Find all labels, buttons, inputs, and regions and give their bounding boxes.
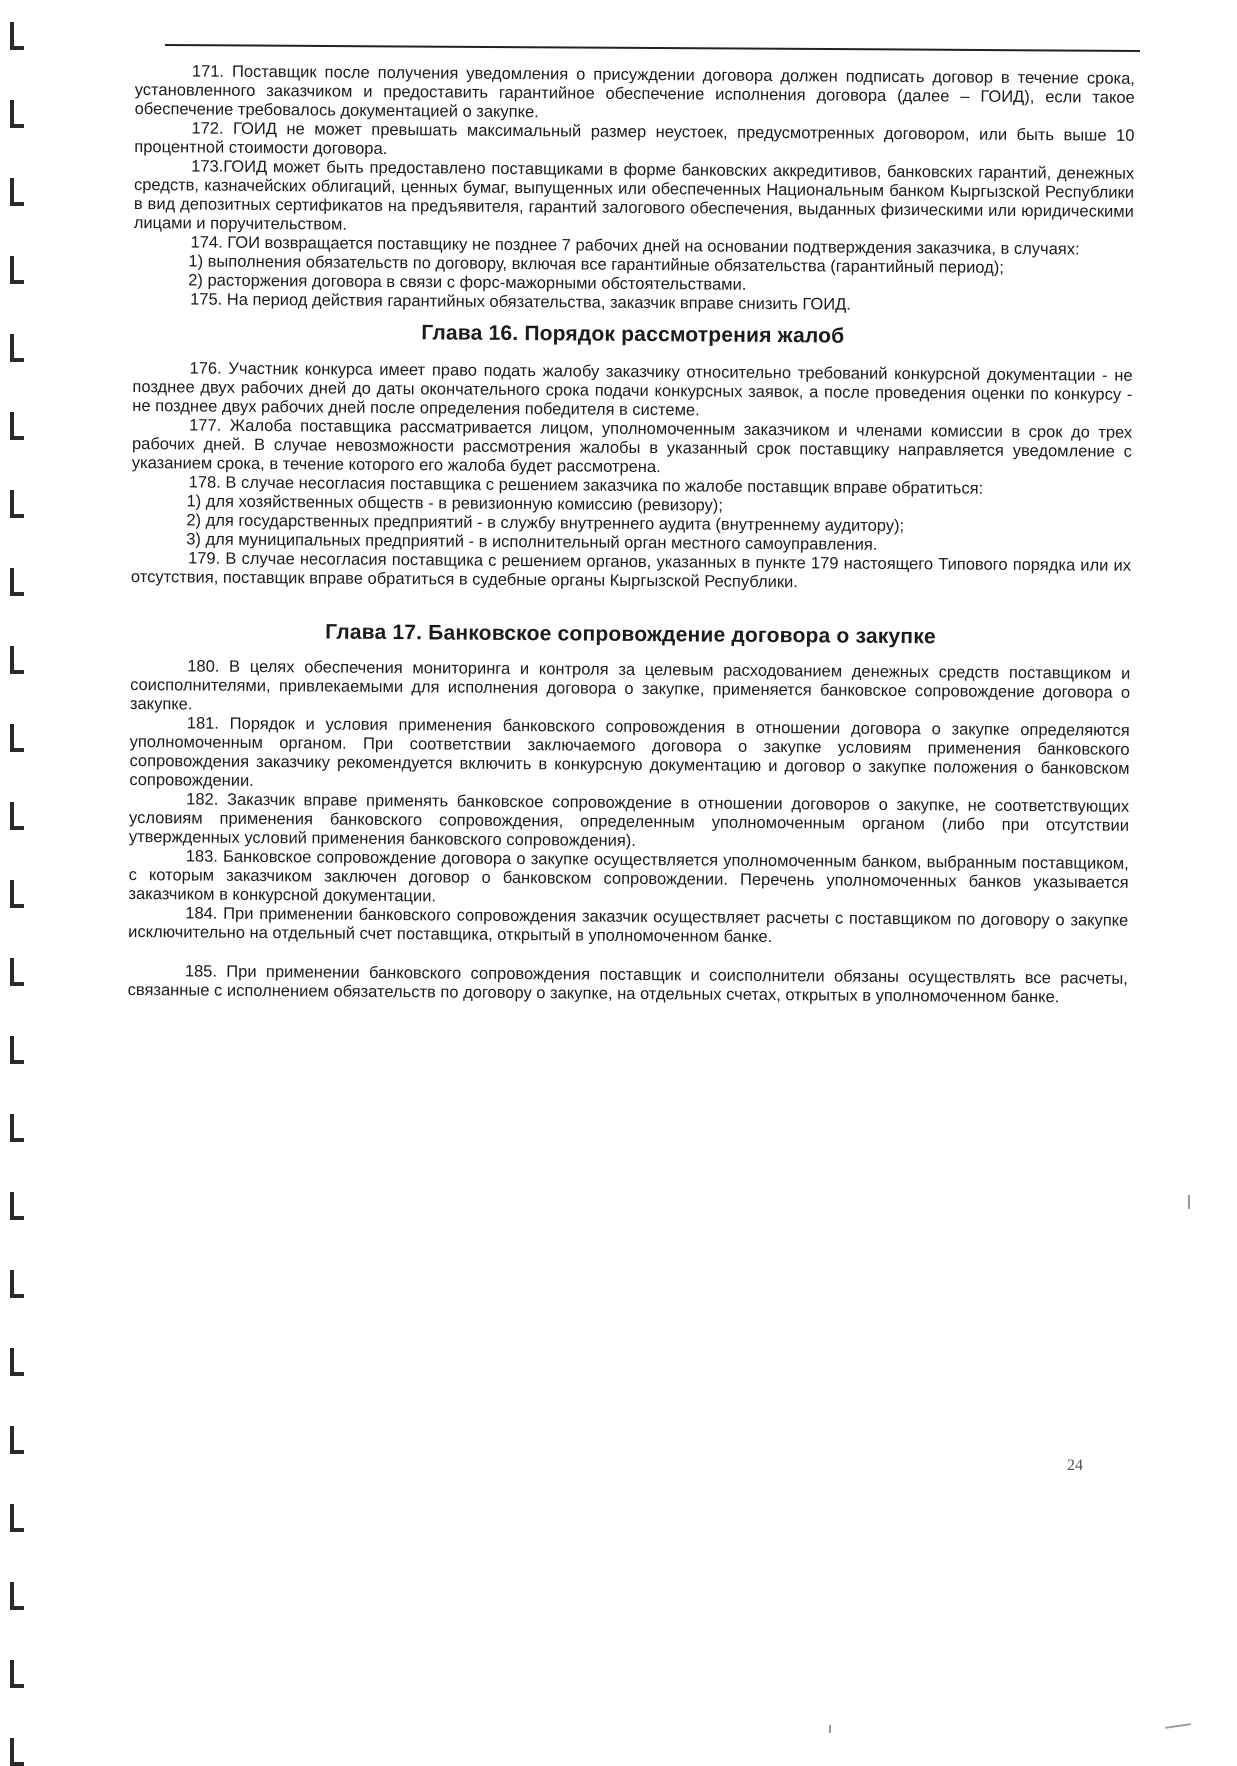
binding-mark xyxy=(10,256,24,284)
scan-speck xyxy=(1188,1195,1190,1209)
binding-mark xyxy=(10,22,24,50)
binding-mark xyxy=(10,1192,24,1220)
paragraph-178-item-3: 3) для муниципальных предприятий - в исполнительный орган местного самоуправления. xyxy=(186,530,878,554)
chapter-17-title: Глава 17. Банковское сопровождение договора о закупке xyxy=(325,620,936,649)
scan-speck xyxy=(1165,1723,1191,1729)
paragraph-178: 178. В случае несогласия поставщика с решением заказчика по жалобе поставщик вправе обратиться: xyxy=(188,473,984,498)
binding-mark xyxy=(10,178,24,206)
page-number: 24 xyxy=(1067,1457,1083,1474)
binding-mark xyxy=(10,1582,24,1610)
binding-mark xyxy=(10,412,24,440)
binding-mark xyxy=(10,100,24,128)
paragraph-174-item-1: 1) выполнения обязательств по договору, включая все гарантийные обязательства (гарантийный период); xyxy=(188,252,1004,277)
binding-mark xyxy=(10,1270,24,1298)
paragraph-181: 181. Порядок и условия применения банковского сопровождения в отношении договора о закупке определяются уполномоченным органом. При соответствии заключаемого договора о закупке условиям применения банковского сопровождения заказчику рекомендуется включить в конкурсную документацию и договор о закупке положения о банковском сопровождении. xyxy=(129,714,1130,790)
binding-mark xyxy=(10,334,24,362)
paragraph-172: 172. ГОИД не может превышать максимальный размер неустоек, предусмотренных договором, или быть выше 10 процентной стоимости договора. xyxy=(134,119,1135,158)
binding-mark xyxy=(10,1504,24,1532)
paragraph-178-item-1: 1) для хозяйственных обществ - в ревизионную комиссию (ревизору); xyxy=(186,492,723,515)
binding-mark xyxy=(10,880,24,908)
binding-mark xyxy=(10,958,24,986)
paragraph-179: 179. В случае несогласия поставщика с решением органов, указанных в пункте 179 настоящего Типового порядка или их отсутствия, поставщик вправе обратиться в судебные органы Кыргызской Республики. xyxy=(130,549,1132,592)
paragraph-177: 177. Жалоба поставщика рассматривается лицом, уполномоченным заказчиком и членами комиссии в срок до трех рабочих дней. В случае невозможности рассмотрения жалобы в указанный срок поставщику направляется уведомление с указанием срока, в течение которого его жалоба будет рассмотрена. xyxy=(131,416,1133,477)
binding-mark xyxy=(10,1660,24,1688)
paragraph-174: 174. ГОИ возвращается поставщику не позднее 7 рабочих дней на основании подтверждения заказчика, в случаях: xyxy=(190,233,1080,259)
binding-marks xyxy=(0,0,40,1755)
binding-mark xyxy=(10,1036,24,1064)
binding-mark xyxy=(10,1738,24,1766)
paragraph-185: 185. При применении банковского сопровождения поставщик и соисполнители обязаны осуществлять все расчеты, связанные с исполнением обязательств по договору о закупке, на отдельных счетах, открытых в уполномоченном банке. xyxy=(127,962,1128,1007)
binding-mark xyxy=(10,646,24,674)
binding-mark xyxy=(10,1426,24,1454)
paragraph-173: 173.ГОИД может быть предоставлено поставщиками в форме банковских аккредитивов, банковских гарантий, денежных средств, казначейских облигаций, ценных бумаг, выпущенных или обеспеченных Национальным банком Кыргызской Республики в вид депозитных сертификатов на предъявителя, гарантий залогового обеспечения, выданных физическими или юридическими лицами и поручительством. xyxy=(133,157,1135,234)
paragraph-184: 184. При применении банковского сопровождения заказчик осуществляет расчеты с поставщиком по договору о закупке исключительно на отдельный счет поставщика, открытый в уполномоченном банке. xyxy=(128,904,1129,947)
page-content xyxy=(128,62,1135,1008)
chapter-16-title: Глава 16. Порядок рассмотрения жалоб xyxy=(421,321,845,348)
paragraph-174-item-2: 2) расторжения договора в связи с форс-мажорными обстоятельствами. xyxy=(188,271,747,294)
binding-mark xyxy=(10,724,24,752)
scan-speck xyxy=(829,1725,831,1733)
paragraph-180: 180. В целях обеспечения мониторинга и контроля за целевым расходованием денежных средств поставщиком и соисполнителями, привлекаемыми для исполнения договора о закупке, применяется банковское сопровождение договора о закупке. xyxy=(129,657,1131,714)
paragraph-171: 171. Поставщик после получения уведомления о присуждении договора должен подписать договор в течение срока, установленного заказчиком и предоставить гарантийное обеспечение исполнения договора (далее – ГОИД), если такое обеспечение требовалось документацией о закупке. xyxy=(134,62,1135,122)
paragraph-176: 176. Участник конкурса имеет право подать жалобу заказчику относительно требований конкурсной документации - не позднее двух рабочих дней до даты окончательного срока подачи конкурсных заявок, а после проведения оценки по конкурсу - не позднее двух рабочих дней после определения победителя в системе. xyxy=(132,359,1133,420)
paragraph-175: 175. На период действия гарантийных обязательства, заказчик вправе снизить ГОИД. xyxy=(190,290,851,314)
binding-mark xyxy=(10,1348,24,1376)
paragraph-178-item-2: 2) для государственных предприятий - в службу внутреннего аудита (внутреннему аудитору); xyxy=(186,511,905,536)
binding-mark xyxy=(10,490,24,518)
paragraph-182: 182. Заказчик вправе применять банковское сопровождение в отношении договоров о закупке, не соответствующих условиям применения банковского сопровождения, определенным уполномоченным органом (либо при отсутствии утвержденных условий применения банковского сопровождения). xyxy=(128,790,1130,850)
paragraph-183: 183. Банковское сопровождение договора о закупке осуществляется уполномоченным банком, выбранным поставщиком, с которым заказчиком заключен договор о банковском сопровождении. Перечень уполномоченных банков указывается заказчиком в конкурсной документации. xyxy=(128,847,1129,906)
binding-mark xyxy=(10,802,24,830)
binding-mark xyxy=(10,1114,24,1142)
binding-mark xyxy=(10,568,24,596)
top-rule xyxy=(165,44,1140,52)
